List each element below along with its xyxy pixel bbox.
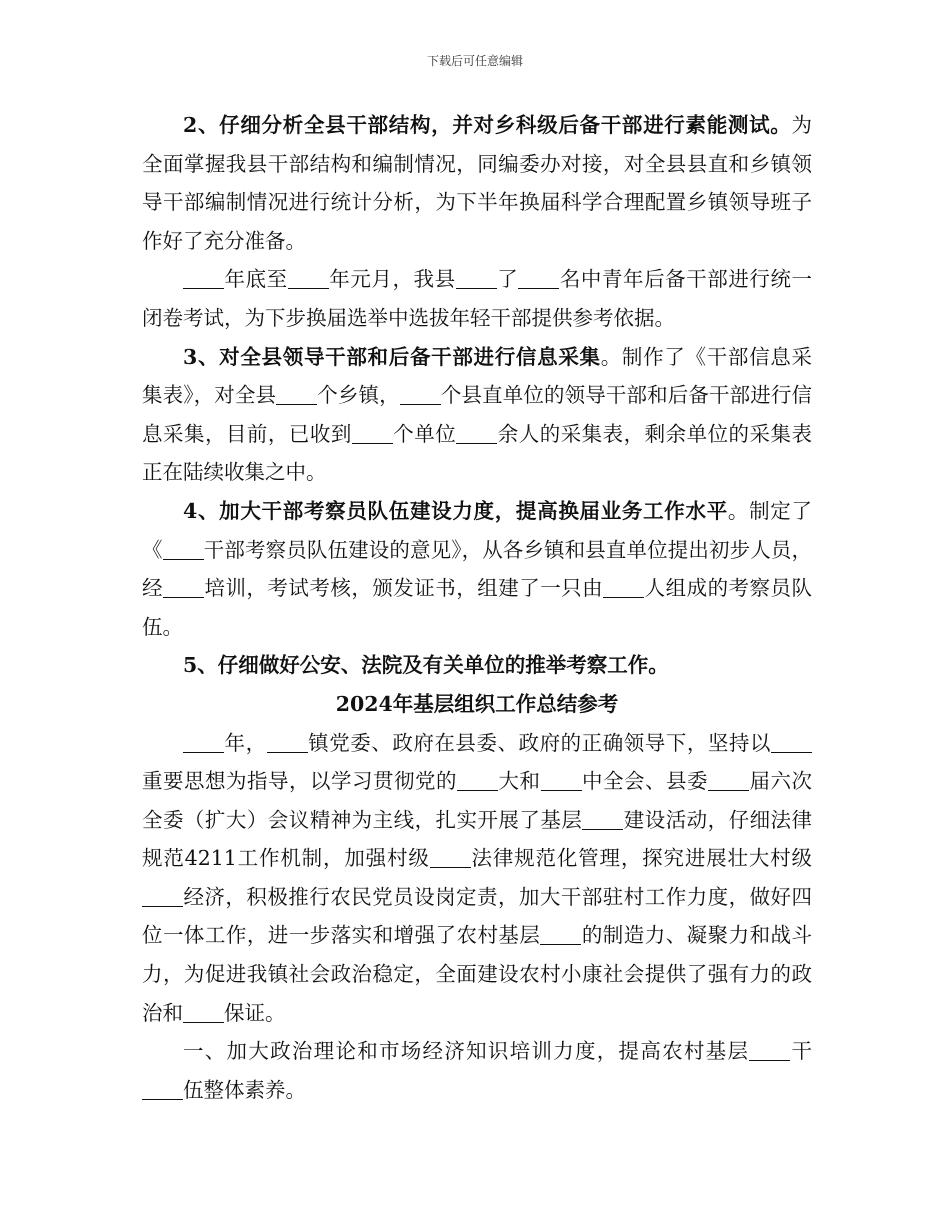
text-run: 干	[790, 1039, 813, 1064]
blank	[183, 268, 224, 290]
section-2-paragraph	[142, 106, 812, 260]
blank	[708, 770, 749, 792]
section-3-heading: 3、对全县领导干部和后备干部进行信息采集	[183, 344, 601, 369]
blank	[276, 384, 317, 406]
page-header: 下载后可任意编辑	[426, 54, 523, 68]
text-run: 保证。	[224, 1000, 286, 1025]
document-body	[142, 106, 812, 1109]
section-one-paragraph	[142, 1032, 812, 1109]
text-run: 。制作了《干部信息采集表》，对全县	[142, 344, 812, 408]
section-5-heading: 5、仔细做好公安、法院及有关单位的推举考察工作。	[183, 653, 669, 678]
text-run: 个县直单位的领导干部和后备干部进行信息采集，目前，已收到	[142, 383, 812, 446]
text-run: 年元月，我县	[328, 267, 456, 292]
section-5-paragraph	[142, 646, 812, 685]
blank	[541, 770, 582, 792]
section-2-heading: 2、仔细分析全县干部结构，并对乡科级后备干部进行素能测试。	[183, 113, 792, 137]
blank	[400, 384, 441, 406]
section-4-paragraph	[142, 492, 812, 646]
blank	[163, 538, 204, 560]
section-2-text: 为全面掌握我县干部结构和编制情况，同编委办对接，对全县县直和乡镇领导干部编制情况进行统计分析，为下半年换届科学合理配置乡镇领导班子作好了充分准备。	[142, 113, 812, 253]
blank	[183, 731, 224, 753]
text-run: 个单位	[392, 421, 457, 446]
summary-paragraph	[142, 724, 812, 1033]
text-run: 伍整体素养。	[183, 1077, 306, 1102]
text-run: 的制造力、凝聚力和战斗力，为促进我镇社会政治稳定，全面建设农村小康社会提供了强有力的政治和	[142, 923, 813, 1025]
blank	[267, 731, 308, 753]
blank	[582, 808, 623, 830]
blank	[456, 422, 497, 444]
blank	[603, 577, 644, 599]
blank	[142, 885, 183, 907]
text-run: 余人的采集表，剩余单位的采集表正在陆续收集之中。	[142, 421, 813, 485]
blank	[457, 770, 498, 792]
text-run: 。制定了《	[142, 498, 812, 562]
blank	[142, 1078, 183, 1100]
text-run: 人组成的考察员队伍。	[142, 576, 813, 639]
blank	[288, 268, 329, 290]
text-run: 建设活动，仔细法律规范4211工作机制，加强村级	[142, 807, 813, 871]
text-run: 重要思想为指导，以学习贯彻党的	[142, 769, 457, 794]
document-title: 2024年基层组织工作总结参考	[335, 691, 619, 716]
text-run: 个乡镇，	[317, 383, 400, 408]
section-3-paragraph	[142, 338, 812, 492]
text-run: 年底至	[224, 267, 288, 292]
blank	[352, 422, 393, 444]
text-run: 经济，积极推行农民党员设岗定责，加大干部驻村工作力度，做好四位一体工作，进一步落实和增强了农村基层	[142, 884, 812, 948]
text-run: 届六次全委（扩大）会议精神为主线，扎实开展了基层	[142, 769, 812, 832]
text-run: 一、加大政治理论和市场经济知识培训力度，提高农村基层	[183, 1039, 750, 1064]
blank	[183, 1001, 224, 1023]
text-run: 中全会、县委	[581, 769, 708, 794]
blank	[749, 1040, 790, 1062]
blank	[518, 268, 559, 290]
text-run: 大和	[498, 769, 541, 794]
section-4-heading: 4、加大干部考察员队伍建设力度，提高换届业务工作水平	[183, 498, 728, 523]
text-run: 镇党委、政府在县委、政府的正确领导下，坚持以	[307, 730, 772, 755]
text-run: 干部考察员队伍建设的意见》，从各乡镇和县直单位提出初步人员，经	[142, 537, 813, 601]
blank	[540, 924, 581, 946]
text-run: 年，	[224, 730, 267, 755]
exam-paragraph	[142, 260, 812, 337]
text-run: 名中青年后备干部进行统一闭卷考试，为下步换届选举中选拔年轻干部提供参考依据。	[142, 267, 813, 330]
text-run: 了	[496, 267, 519, 292]
text-run: 培训，考试考核，颁发证书，组建了一只由	[203, 576, 604, 601]
blank	[430, 847, 471, 869]
blank	[771, 731, 812, 753]
blank	[456, 268, 497, 290]
text-run: 法律规范化管理，探究进展壮大村级	[470, 846, 813, 871]
blank	[163, 577, 204, 599]
